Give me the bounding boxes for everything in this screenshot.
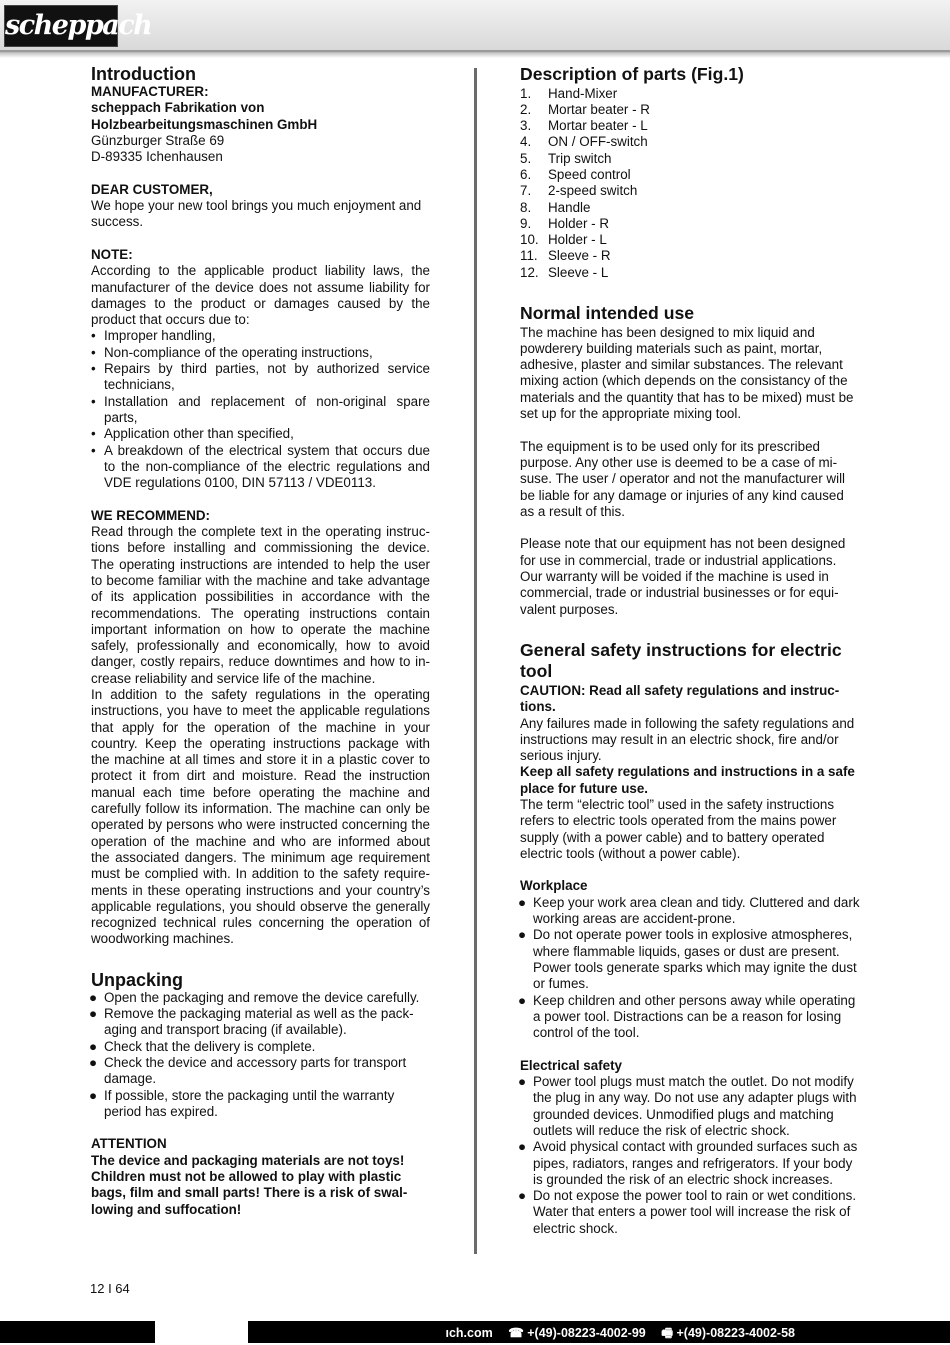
list-item: ● Power tool plugs must match the outlet. Do not modify the plug in any way. Do not use any adapter plugs with grounded devices. Unmodified plugs and matching outlets will reduce the risk of electric shock. [518, 1074, 857, 1138]
list-item: • Installation and replacement of non-original spare parts, [91, 393, 430, 425]
list-item: ● Open the packaging and remove the device carefully. [89, 989, 420, 1005]
workplace-heading: Workplace [520, 878, 588, 894]
manufacturer-name-1: scheppach Fabrikation von [91, 100, 265, 116]
list-item: ● Keep your work area clean and tidy. Cluttered and dark working areas are accident-prone. [518, 894, 860, 927]
list-item: 2. Mortar beater - R [520, 101, 650, 117]
list-item: ● If possible, store the packaging until the warranty period has expired. [89, 1087, 395, 1119]
list-item: • Repairs by third parties, not by authorized service technicians, [91, 361, 430, 393]
list-item: 1. Hand-Mixer [520, 85, 618, 101]
list-item: 11. Sleeve - R [520, 248, 611, 264]
address-city: D-89335 Ichenhausen [91, 149, 223, 165]
manufacturer-label: MANUFACTURER: [91, 84, 209, 99]
list-item: 3. Mortar beater - L [520, 118, 648, 134]
list-item: ● Do not expose the power tool to rain or wet conditions. Water that enters a power tool will increase the risk of electric shock. [518, 1188, 857, 1236]
list-item: 12. Sleeve - L [520, 264, 609, 280]
electrical-safety-heading: Electrical safety [520, 1057, 622, 1073]
safety-text-1: Any failures made in following the safety regulations and instructions may result in an electric shock, fire and/or serious injury. [520, 715, 855, 764]
list-item: 10. Holder - L [520, 232, 607, 248]
page-footer [0, 1321, 950, 1343]
left-column [91, 64, 430, 1218]
recommend-text-1: Read through the complete text in the operating instructions before installing and commissioning the device. The operating instructions are intended to help the user to become familiar with the machine and take advantage of its application possibilities in accordance with the recommendations. The operating instructions contain important information on how to operate the machine safely, professionally and economically, how to avoid danger, costly repairs, reduce downtimes and how to increase reliability and service life of the machine. [91, 524, 430, 686]
note-label: NOTE: [91, 246, 133, 262]
page-header [0, 0, 950, 53]
list-item: ● Check that the delivery is complete. [89, 1038, 316, 1054]
list-item: ● Remove the packaging material as well as the packaging and transport bracing (if available). [89, 1006, 414, 1038]
electrical-safety-list [520, 1074, 860, 1237]
list-item: ● Check the device and accessory parts for transport damage. [89, 1054, 407, 1087]
recommend-label: WE RECOMMEND: [91, 507, 211, 523]
list-item: 9. Holder - R [520, 215, 610, 231]
list-item: ● Avoid physical contact with grounded surfaces such as pipes, radiators, ranges and refrigerators. If your body is grounded the risk of an electric shock increases. [518, 1139, 858, 1187]
intended-use-text-2: The equipment is to be used only for its prescribed purpose. Any other use is deemed to be a case of misuse. The user / operator and not the manufacturer will be liable for any damage or injuries of any kind caused as a result of this. [520, 438, 846, 519]
safety-heading: General safety instructions for electric tool [520, 639, 842, 682]
list-item: • A breakdown of the electrical system that occurs due to the non-compliance of the electric regulations and VDE regulations 0100, DIN 57113 / VDE0113. [91, 442, 430, 491]
page-number: 12 I 64 [90, 1281, 130, 1296]
right-column [520, 64, 860, 1237]
parts-list [520, 86, 860, 282]
note-text: According to the applicable product liability laws, the manufacturer of the device does not assume liability for damages to the product or damages caused by the product that occurs due to: [91, 263, 430, 328]
list-item: • Application other than specified, [91, 426, 294, 442]
footer-contact [433, 1324, 795, 1345]
list-item: 8. Handle [520, 199, 591, 215]
recommend-text-2: In addition to the safety regulations in the operating instructions, you have to meet the applicable regulations that apply for the operation of the machine in your country. Keep the operating instructions package with the machine at all times and store it in a plastic cover to protect it from dirt and moisture. Read the instruction manual each time before operating the machine and carefully follow its information. The machine can only be operated by persons who were instructed concerning the operation of the machine and who are informed about the associated dangers. The minimum age requirement must be complied with. In addition to the safety requirements in these operating instructions and your country’s applicable regulations, you should observe the generally recognized technical rules concerning the operation of woodworking machines. [91, 686, 430, 947]
manufacturer-name-2: Holzbearbeitungsmaschinen GmbH [91, 116, 318, 132]
footer-fax: 🖷 +(49)-08223-4002-58 [661, 1326, 795, 1340]
attention-label: ATTENTION [91, 1136, 167, 1152]
intended-use-text-1: The machine has been designed to mix liquid and powderery building materials such as paint, mortar, adhesive, plaster and similar substances. The relevant mixing action (which depends on the consistancy of the materials and the quantity that has to be mixed) must be set up for the appropriate mixing tool. [520, 324, 854, 422]
unpacking-list [91, 990, 430, 1120]
dear-customer-text: We hope your new tool brings you much enjoyment and success. [91, 198, 422, 230]
note-list [91, 328, 430, 491]
list-item: • Improper handling, [91, 328, 216, 344]
brand-logo: scheppach [4, 5, 118, 47]
list-item: ● Keep children and other persons away while operating a power tool. Distractions can be a reason for losing control of the tool. [518, 992, 856, 1041]
parts-heading: Description of parts (Fig.1) [520, 64, 744, 84]
attention-text: The device and packaging materials are not toys! Children must not be allowed to play with plastic bags, film and small parts! There is a risk of swallowing and suffocation! [91, 1152, 408, 1217]
unpacking-heading: Unpacking [91, 969, 184, 990]
dear-customer-label: DEAR CUSTOMER, [91, 181, 213, 197]
safety-text-2: The term “electric tool” used in the safety instructions refers to electric tools operated from the mains power supply (with a power cable) and to battery operated electric tools (without a power cable). [520, 796, 837, 861]
intended-use-text-3: Please note that our equipment has not been designed for use in commercial, trade or industrial applications. Our warranty will be voided if the machine is used in commercial, trade or industrial businesses or for equivalent purposes. [520, 536, 846, 617]
list-item: 7. 2-speed switch [520, 183, 638, 199]
workplace-list [520, 895, 860, 1042]
intended-use-heading: Normal intended use [520, 303, 695, 324]
caution-text: CAUTION: Read all safety regulations and instructions. [520, 682, 840, 715]
address-street: Günzburger Straße 69 [91, 132, 225, 148]
list-item: 6. Speed control [520, 166, 631, 182]
list-item: 5. Trip switch [520, 150, 612, 166]
keep-instructions-text: Keep all safety regulations and instructions in a safe place for future use. [520, 764, 855, 796]
footer-website: ıch.com [445, 1326, 493, 1340]
list-item: 4. ON / OFF-switch [520, 134, 648, 150]
list-item: ● Do not operate power tools in explosive atmospheres, where flammable liquids, gases or dust are present. Power tools generate sparks which may ignite the dust or fumes. [518, 927, 857, 992]
introduction-heading: Introduction [91, 64, 196, 84]
header-shadow [0, 52, 950, 58]
column-divider [474, 68, 477, 1254]
footer-gap [155, 1321, 248, 1343]
list-item: • Non-compliance of the operating instructions, [91, 344, 373, 360]
footer-phone: ☎ +(49)-08223-4002-99 [508, 1326, 646, 1340]
